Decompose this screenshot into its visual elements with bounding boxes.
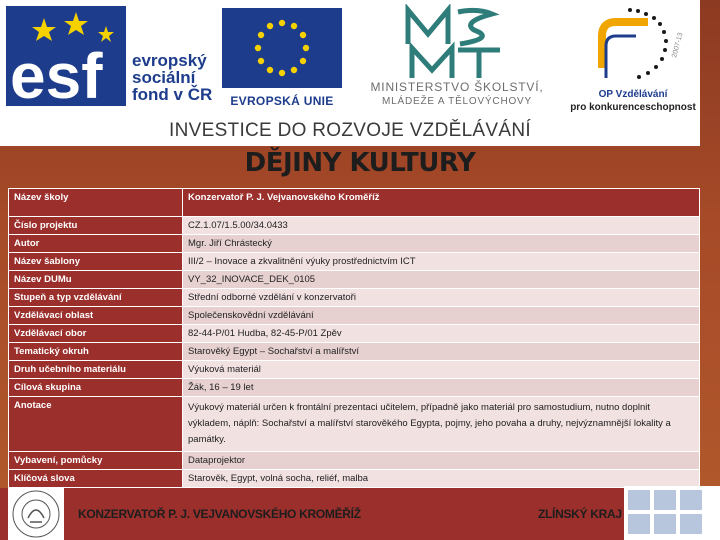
table-key: Stupeň a typ vzdělávání (9, 289, 183, 307)
table-value: 82-44-P/01 Hudba, 82-45-P/01 Zpěv (183, 325, 700, 343)
eu-logo (220, 6, 344, 110)
table-value: Výuková materiál (183, 361, 700, 379)
svg-text:esf: esf (10, 40, 103, 110)
table-key: Vybavení, pomůcky (9, 452, 183, 470)
deco-square (628, 514, 650, 534)
table-row (9, 289, 700, 307)
table-key: Klíčová slova (9, 470, 183, 488)
deco-square (628, 490, 650, 510)
esf-line2: sociální (132, 68, 196, 87)
table-key: Autor (9, 235, 183, 253)
table-key: Číslo projektu (9, 217, 183, 235)
op-badge: 2007-13 (671, 31, 685, 59)
msmt-line2: MLÁDEŽE A TĚLOVÝCHOVY (382, 96, 532, 107)
table-key: Název DUMu (9, 271, 183, 289)
logo-banner (0, 0, 700, 146)
table-row (9, 253, 700, 271)
table-key: Vzdělávací oblast (9, 307, 183, 325)
table-key: Anotace (9, 397, 183, 452)
deco-square (680, 490, 702, 510)
eu-flag-icon (220, 6, 344, 90)
table-value: Konzervatoř P. J. Vejvanovského Kroměříž (183, 189, 700, 217)
table-value: Mgr. Jiří Chrástecký (183, 235, 700, 253)
op-logo (566, 6, 700, 113)
table-value: Starověk, Egypt, volná socha, reliéf, malba (183, 470, 700, 488)
table-row (9, 452, 700, 470)
table-row (9, 325, 700, 343)
op-label (566, 88, 700, 114)
table-value: Společenskovědní vzdělávání (183, 307, 700, 325)
table-value: CZ.1.07/1.5.00/34.0433 (183, 217, 700, 235)
table-row (9, 343, 700, 361)
table-row (9, 307, 700, 325)
table-value: Střední odborné vzdělání v konzervatoři (183, 289, 700, 307)
info-table (8, 188, 700, 506)
table-value: Dataprojektor (183, 452, 700, 470)
school-seal-icon (8, 488, 64, 540)
table-key: Název šablony (9, 253, 183, 271)
table-key: Druh učebního materiálu (9, 361, 183, 379)
op-line2: pro konkurenceschopnost (570, 102, 696, 113)
esf-line1: evropský (132, 51, 207, 70)
table-key: Název školy (9, 189, 183, 217)
msmt-logo (350, 4, 562, 110)
table-key: Tematický okruh (9, 343, 183, 361)
esf-label (132, 52, 212, 103)
table-row (9, 379, 700, 397)
op-line1: OP Vzdělávání (598, 89, 668, 100)
table-key: Vzdělávací obor (9, 325, 183, 343)
deco-square (680, 514, 702, 534)
deco-square (654, 514, 676, 534)
table-key: Cílová skupina (9, 379, 183, 397)
table-row (9, 271, 700, 289)
msmt-mark-icon (350, 4, 562, 80)
footer-squares-decoration (624, 486, 720, 540)
school-seal (8, 488, 64, 540)
footer-region: ZLÍNSKÝ KRAJ (538, 507, 622, 521)
table-row (9, 217, 700, 235)
table-value: III/2 – Inovace a zkvalitnění výuky prostřednictvím ICT (183, 253, 700, 271)
deco-square (654, 490, 676, 510)
table-row (9, 397, 700, 452)
table-value: Výukový materiál určen k frontální prezentaci učitelem, případně jako materiál pro samostudium, nutno doplnit výkladem, náplň: Sochařství a malířství starověkého Egypta, pojmy, jeho povaha a druhy, nejvýznamnější lokality a památky. (183, 397, 700, 452)
table-row (9, 470, 700, 488)
investice-heading: INVESTICE DO ROZVOJE VZDĚLÁVÁNÍ (169, 120, 531, 141)
page-title: DĚJINY KULTURY (244, 148, 476, 178)
msmt-line1: MINISTERSTVO ŠKOLSTVÍ, (370, 80, 544, 94)
eu-label: EVROPSKÁ UNIE (230, 94, 334, 108)
esf-line3: fond v ČR (132, 85, 213, 104)
esf-logo (6, 6, 218, 110)
op-mark-icon (566, 6, 700, 86)
table-value: Starověký Egypt – Sochařství a malířství (183, 343, 700, 361)
footer-school-name: KONZERVATOŘ P. J. VEJVANOVSKÉHO KROMĚŘÍŽ (78, 507, 361, 521)
table-value: Žák, 16 – 19 let (183, 379, 700, 397)
table-row (9, 235, 700, 253)
table-header-row (9, 189, 700, 217)
table-value: VY_32_INOVACE_DEK_0105 (183, 271, 700, 289)
table-row (9, 361, 700, 379)
